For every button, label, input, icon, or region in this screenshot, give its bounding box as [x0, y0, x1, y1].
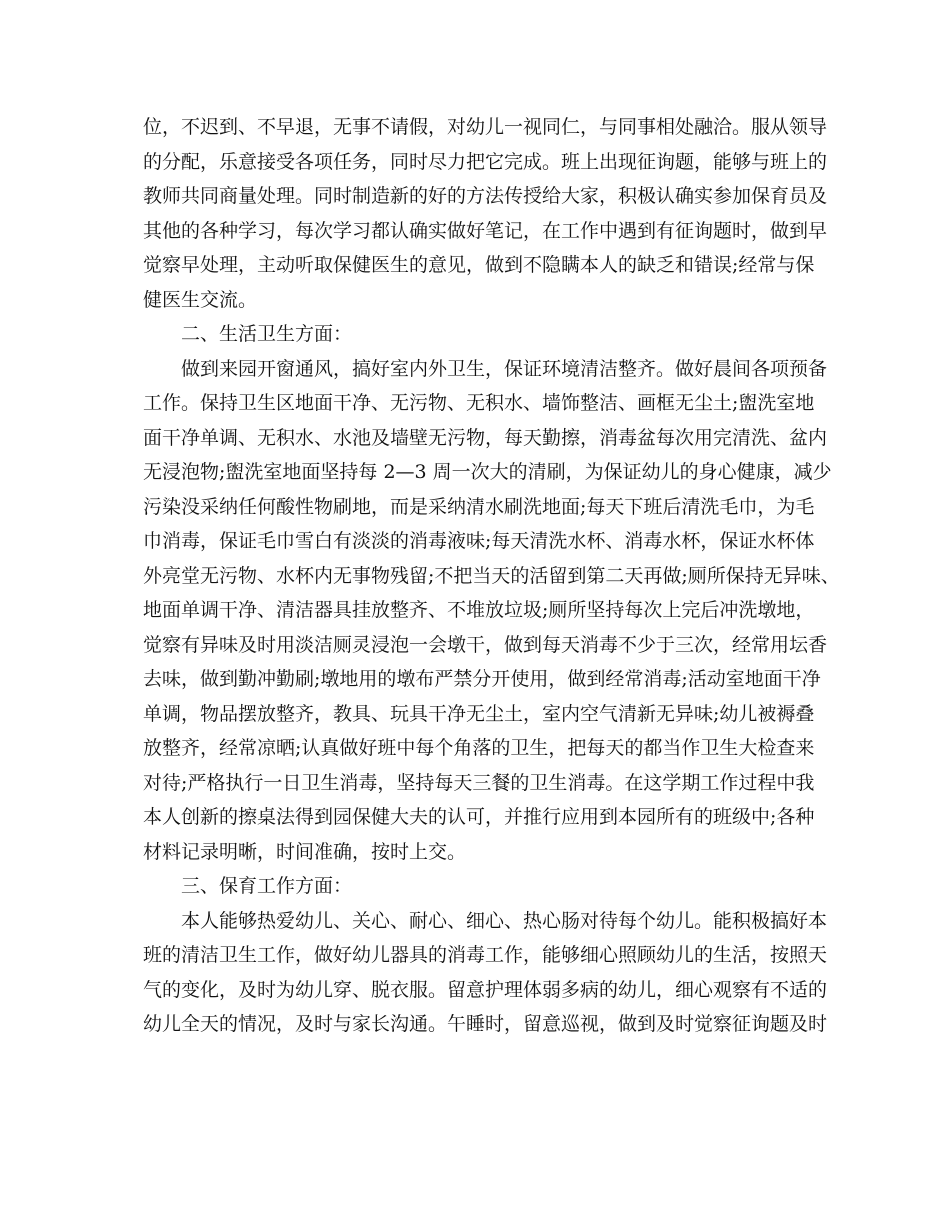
text-line: 做到来园开窗通风，搞好室内外卫生，保证环境清洁整齐。做好晨间各项预备 — [181, 357, 828, 380]
text-line: 三、保育工作方面： — [181, 875, 353, 897]
text-line: 外亮堂无污物、水杯内无事物残留;不把当天的活留到第二天再做;厕所保持无异味、 — [143, 564, 840, 587]
text-line: 工作。保持卫生区地面干净、无污物、无积水、墙饰整洁、画框无尘土;盥洗室地 — [143, 392, 815, 414]
text-line: 材料记录明晰，时间准确，按时上交。 — [143, 840, 467, 863]
text-line: 健医生交流。 — [143, 288, 258, 311]
text-line: 无浸泡物;盥洗室地面坚持每 2—3 周一次大的清刷，为保证幼儿的身心健康，减少 — [143, 461, 832, 483]
text-line: 幼儿全天的情况，及时与家长沟通。午睡时，留意巡视，做到及时觉察征询题及时 — [143, 1013, 828, 1035]
text-line: 二、生活卫生方面： — [181, 323, 353, 345]
text-line: 对待;严格执行一日卫生消毒，坚持每天三餐的卫生消毒。在这学期工作过程中我 — [143, 771, 815, 794]
text-line: 气的变化，及时为幼儿穿、脱衣服。留意护理体弱多病的幼儿，细心观察有不适的 — [143, 978, 828, 1001]
text-line: 位，不迟到、不早退，无事不请假，对幼儿一视同仁，与同事相处融洽。服从领导 — [143, 116, 828, 138]
text-line: 放整齐，经常凉晒;认真做好班中每个角落的卫生，把每天的都当作卫生大检查来 — [143, 737, 815, 759]
text-line: 觉察早处理，主动听取保健医生的意见，做到不隐瞒本人的缺乏和错误;经常与保 — [143, 254, 815, 276]
text-line: 去味，做到勤冲勤刷;墩地用的墩布严禁分开使用，做到经常消毒;活动室地面干净 — [143, 668, 821, 690]
body-text — [143, 110, 840, 1042]
text-line: 教师共同商量处理。同时制造新的好的方法传授给大家，积极认确实参加保育员及 — [143, 185, 828, 207]
text-line: 的分配，乐意接受各项任务，同时尽力把它完成。班上出现征询题，能够与班上的 — [143, 150, 828, 173]
text-line: 巾消毒，保证毛巾雪白有淡淡的消毒液味;每天清洗水杯、消毒水杯，保证水杯体 — [143, 530, 815, 552]
text-line: 班的清洁卫生工作，做好幼儿器具的消毒工作，能够细心照顾幼儿的生活，按照天 — [143, 944, 828, 966]
text-line: 本人创新的擦桌法得到园保健大夫的认可，并推行应用到本园所有的班级中;各种 — [143, 806, 815, 828]
text-line: 本人能够热爱幼儿、关心、耐心、细心、热心肠对待每个幼儿。能积极搞好本 — [181, 909, 828, 932]
text-line: 面干净单调、无积水、水池及墙壁无污物，每天勤擦，消毒盆每次用完清洗、盆内 — [143, 426, 828, 449]
text-line: 其他的各种学习，每次学习都认确实做好笔记，在工作中遇到有征询题时，做到早 — [143, 219, 828, 242]
text-line: 觉察有异味及时用淡洁厕灵浸泡一会墩干，做到每天消毒不少于三次，经常用坛香 — [143, 633, 828, 656]
text-line: 地面单调干净、清洁器具挂放整齐、不堆放垃圾;厕所坚持每次上完后冲洗墩地， — [143, 599, 815, 621]
text-line: 污染没采纳任何酸性物刷地，而是采纳清水刷洗地面;每天下班后清洗毛巾，为毛 — [143, 495, 815, 518]
text-line: 单调，物品摆放整齐，教具、玩具干净无尘土，室内空气清新无异味;幼儿被褥叠 — [143, 702, 815, 725]
